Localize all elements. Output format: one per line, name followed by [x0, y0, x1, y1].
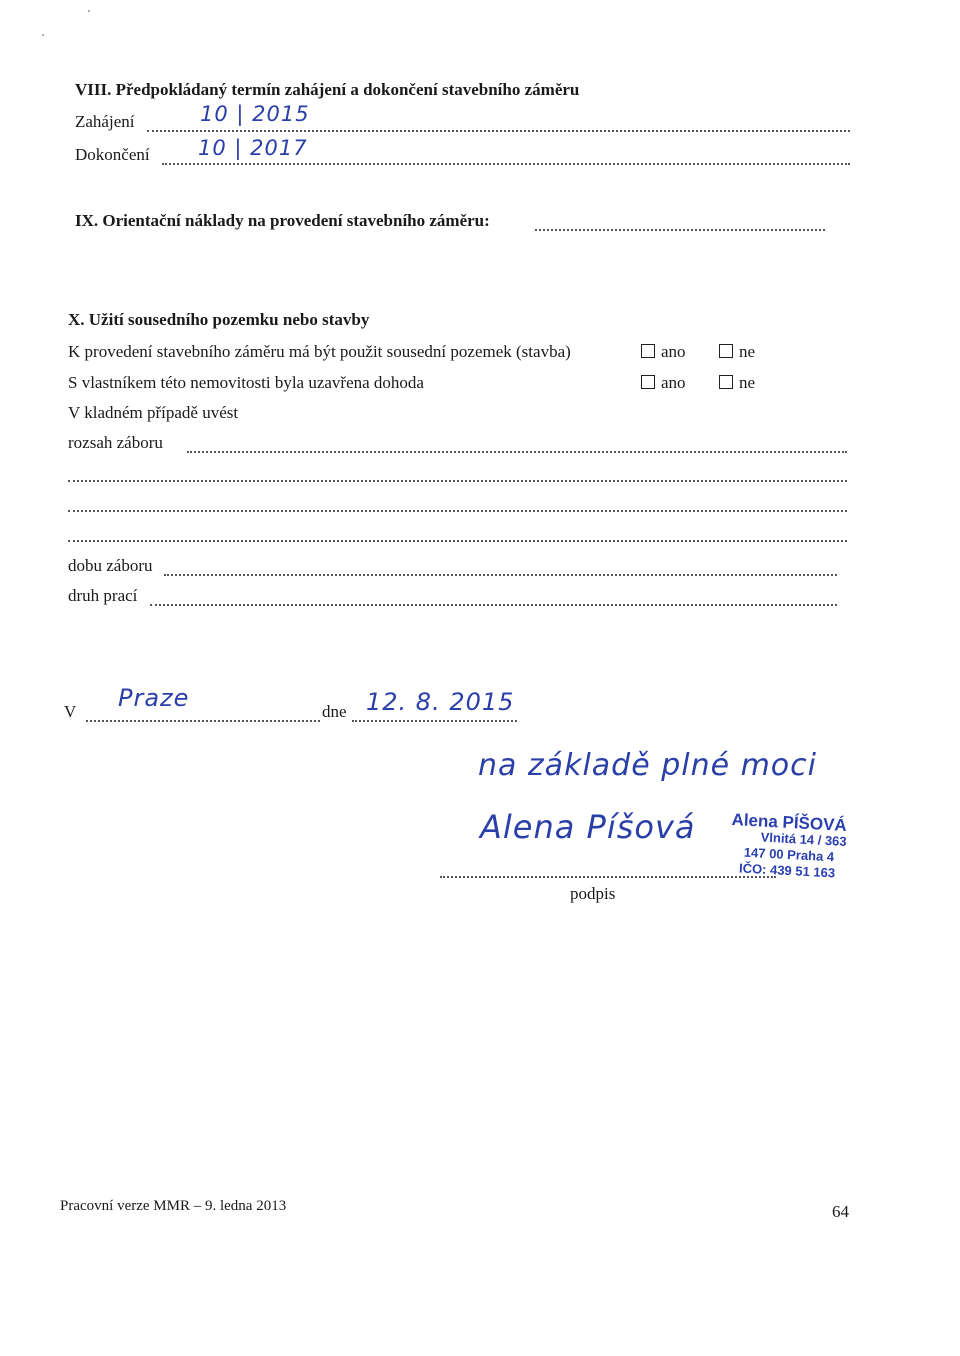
signature-label: podpis	[570, 884, 616, 903]
q2-no-checkbox[interactable]	[719, 375, 733, 389]
q2-no-option[interactable]	[719, 373, 755, 393]
scope-dotted-line-2[interactable]	[68, 480, 847, 482]
end-dotted-line	[162, 163, 850, 165]
q2-yes-checkbox[interactable]	[641, 375, 655, 389]
scan-speck	[42, 34, 44, 36]
place-value: Praze	[118, 684, 190, 712]
start-value: 10 | 2015	[200, 102, 310, 126]
scope-dotted-line-4[interactable]	[68, 540, 847, 542]
q1-yes-checkbox[interactable]	[641, 344, 655, 358]
date-dotted-line[interactable]	[352, 720, 517, 722]
costs-dotted-line	[535, 229, 825, 231]
page-number: 64	[832, 1202, 849, 1221]
q2-no-label: ne	[739, 373, 756, 392]
scope-dotted-line[interactable]	[187, 451, 847, 453]
company-stamp	[729, 812, 848, 882]
duration-label: dobu záboru	[68, 556, 153, 575]
scope-dotted-line-3[interactable]	[68, 510, 847, 512]
date-prefix: dne	[322, 702, 347, 721]
duration-dotted-line[interactable]	[164, 574, 837, 576]
q1-no-checkbox[interactable]	[719, 344, 733, 358]
q2-yes-option[interactable]	[641, 373, 686, 393]
footer-text: Pracovní verze MMR – 9. ledna 2013	[60, 1198, 287, 1214]
start-dotted-line	[147, 130, 850, 132]
section-ix-title: IX. Orientační náklady na provedení stavebního záměru:	[75, 211, 490, 230]
handwritten-signature: Alena Píšová	[480, 808, 696, 846]
work-label: druh prací	[68, 586, 138, 605]
stamp-name: Alena PÍŠOVÁ	[731, 810, 848, 836]
place-dotted-line[interactable]	[86, 720, 320, 722]
stamp-street: Vlnitá 14 / 363	[760, 829, 848, 850]
handwritten-note: na základě plné moci	[478, 748, 817, 783]
scan-speck	[88, 10, 90, 12]
section-viii-title: VIII. Předpokládaný termín zahájení a dokončení stavebního záměru	[75, 80, 580, 99]
scope-label: rozsah záboru	[68, 433, 163, 452]
q1-yes-option[interactable]	[641, 342, 686, 362]
question-neighbour-land: K provedení stavebního záměru má být použit sousední pozemek (stavba)	[68, 342, 571, 361]
work-dotted-line[interactable]	[150, 604, 837, 606]
q1-no-label: ne	[739, 342, 756, 361]
end-value: 10 | 2017	[198, 136, 308, 160]
stamp-ico: IČO: 439 51 163	[738, 860, 836, 881]
q1-no-option[interactable]	[719, 342, 755, 362]
positive-case-label: V kladném případě uvést	[68, 403, 239, 422]
q1-yes-label: ano	[661, 342, 686, 361]
stamp-city: 147 00 Praha 4	[743, 844, 835, 865]
section-x-title: X. Užití sousedního pozemku nebo stavby	[68, 310, 370, 329]
place-prefix: V	[64, 702, 77, 721]
end-label: Dokončení	[75, 145, 150, 164]
q2-yes-label: ano	[661, 373, 686, 392]
start-label: Zahájení	[75, 112, 135, 131]
question-agreement: S vlastníkem této nemovitosti byla uzavřena dohoda	[68, 373, 424, 392]
date-value: 12. 8. 2015	[366, 688, 515, 716]
signature-dotted-line	[440, 876, 776, 878]
